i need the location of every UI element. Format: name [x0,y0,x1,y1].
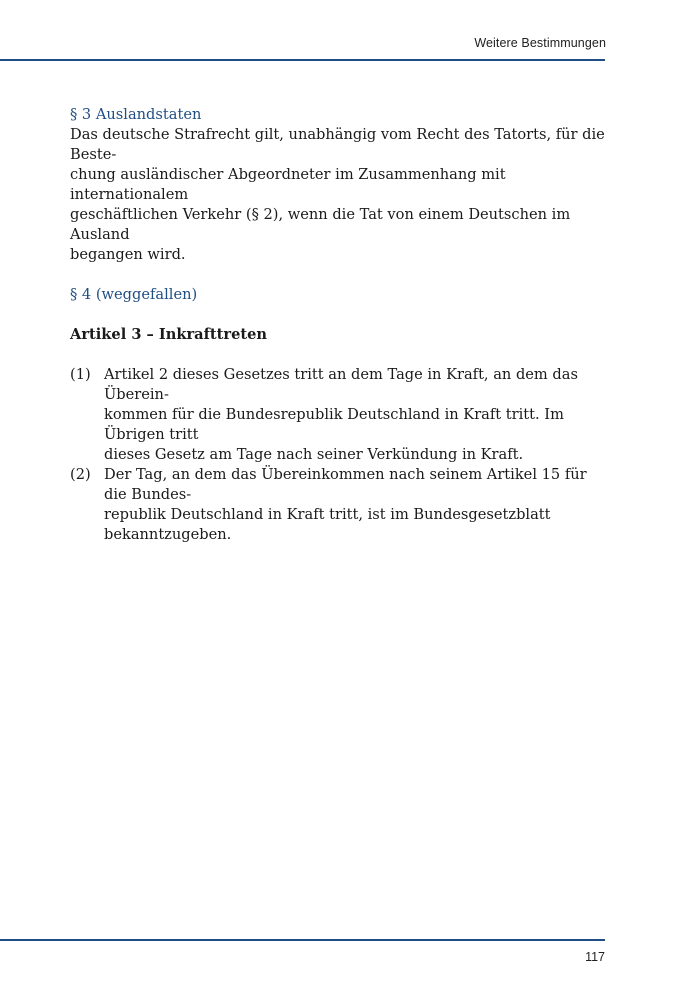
list-item [70,465,610,545]
article-3-list [70,365,610,545]
section-4-heading: § 4 (weggefallen) [70,286,198,303]
spacer [70,345,610,365]
spacer [70,265,610,285]
section-3-line: chung ausländischer Abgeordneter im Zusammenhang mit internationalem [70,166,506,203]
page-content [70,105,610,545]
item-line: Der Tag, an dem das Übereinkommen nach seinem Artikel 15 für die Bundes- [104,466,587,503]
spacer [70,305,610,325]
section-3-body [70,125,610,265]
list-item [70,365,610,465]
section-3-heading: § 3 Auslandstaten [70,106,202,123]
item-number: (2) [70,466,91,483]
header-rule [0,59,605,61]
item-number: (1) [70,366,91,383]
footer-rule [0,939,605,941]
item-line: kommen für die Bundesrepublik Deutschland in Kraft tritt. Im Übrigen tritt [104,406,564,443]
section-3-line: begangen wird. [70,246,186,263]
item-line: Artikel 2 dieses Gesetzes tritt an dem Tage in Kraft, an dem das Überein- [104,366,578,403]
item-line: republik Deutschland in Kraft tritt, ist im Bundesgesetzblatt bekanntzugeben. [104,506,551,543]
item-text [104,465,610,545]
article-3-heading: Artikel 3 – Inkrafttreten [70,326,267,343]
page-number: 117 [585,950,605,964]
section-3-line: geschäftlichen Verkehr (§ 2), wenn die Tat von einem Deutschen im Ausland [70,206,571,243]
item-line: dieses Gesetz am Tage nach seiner Verkündung in Kraft. [104,446,524,463]
section-3-line: Das deutsche Strafrecht gilt, unabhängig vom Recht des Tatorts, für die Beste- [70,126,605,163]
running-header: Weitere Bestimmungen [474,36,606,50]
item-text [104,365,610,465]
